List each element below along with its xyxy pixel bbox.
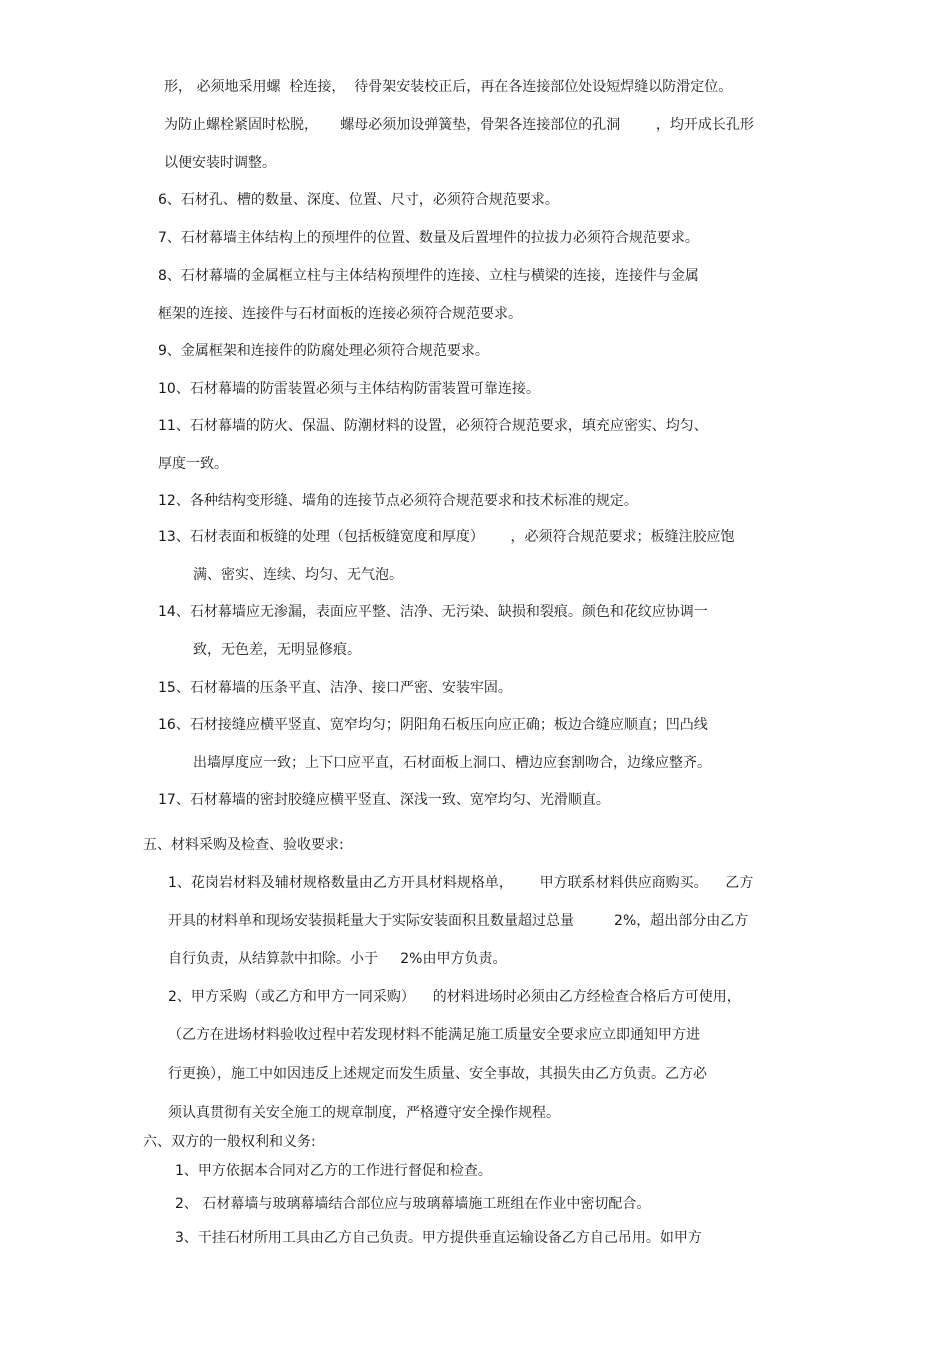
text-line: 为防止螺栓紧固时松脱， 螺母必须加设弹簧垫，骨架各连接部位的孔洞 ，均开成长孔形 <box>164 117 754 133</box>
text-line: 17、石材幕墙的密封胶缝应横平竖直、深浅一致、宽窄均匀、光滑顺直。 <box>158 792 610 808</box>
text-line: 16、石材接缝应横平竖直、宽窄均匀；阴阳角石板压向应正确；板边合缝应顺直；凹凸线 <box>158 717 708 733</box>
text-line: 1、甲方依据本合同对乙方的工作进行督促和检查。 <box>175 1163 492 1179</box>
text-line: 框架的连接、连接件与石材面板的连接必须符合规范要求。 <box>158 306 522 322</box>
text-line: 9、金属框架和连接件的防腐处理必须符合规范要求。 <box>158 343 489 359</box>
text-line: 3、干挂石材所用工具由乙方自己负责。甲方提供垂直运输设备乙方自己吊用。如甲方 <box>175 1230 702 1246</box>
text-line: 13、石材表面和板缝的处理（包括板缝宽度和厚度） ，必须符合规范要求；板缝注胶应饱 <box>158 529 735 545</box>
text-line: 厚度一致。 <box>158 456 228 472</box>
section-heading: 六、双方的一般权利和义务: <box>143 1134 316 1150</box>
text-line: 满、密实、连续、均匀、无气泡。 <box>193 567 403 583</box>
text-line: 致，无色差，无明显修痕。 <box>193 642 361 658</box>
text-line: 10、石材幕墙的防雷装置必须与主体结构防雷装置可靠连接。 <box>158 381 540 397</box>
text-line: 2、甲方采购（或乙方和甲方一同采购） 的材料进场时必须由乙方经检查合格后方可使用， <box>168 989 741 1005</box>
text-line: 2、 石材幕墙与玻璃幕墙结合部位应与玻璃幕墙施工班组在作业中密切配合。 <box>175 1196 651 1212</box>
text-line: 出墙厚度应一致；上下口应平直，石材面板上洞口、槽边应套割吻合，边缘应整齐。 <box>193 755 711 771</box>
text-line: 自行负责，从结算款中扣除。小于 2%由甲方负责。 <box>168 951 507 967</box>
text-line: 7、石材幕墙主体结构上的预埋件的位置、数量及后置埋件的拉拔力必须符合规范要求。 <box>158 230 699 246</box>
text-line: 14、石材幕墙应无渗漏，表面应平整、洁净、无污染、缺损和裂痕。颜色和花纹应协调一 <box>158 604 708 620</box>
text-line: 行更换），施工中如因违反上述规定而发生质量、安全事故，其损失由乙方负责。乙方必 <box>168 1066 707 1082</box>
text-line: 8、石材幕墙的金属框立柱与主体结构预埋件的连接、立柱与横梁的连接，连接件与金属 <box>158 268 699 284</box>
text-line: （乙方在进场材料验收过程中若发现材料不能满足施工质量安全要求应立即通知甲方进 <box>168 1027 700 1043</box>
text-line: 形， 必须地采用螺 栓连接， 待骨架安装校正后，再在各连接部位处设短焊缝以防滑定位。 <box>164 79 733 95</box>
text-line: 15、石材幕墙的压条平直、洁净、接口严密、安装牢固。 <box>158 680 512 696</box>
section-heading: 五、材料采购及检查、验收要求: <box>143 837 344 853</box>
text-line: 1、花岗岩材料及辅材规格数量由乙方开具材料规格单， 甲方联系材料供应商购买。 乙方 <box>168 875 754 891</box>
text-line: 以便安装时调整。 <box>164 155 276 171</box>
text-line: 6、石材孔、槽的数量、深度、位置、尺寸，必须符合规范要求。 <box>158 192 559 208</box>
text-line: 11、石材幕墙的防火、保温、防潮材料的设置，必须符合规范要求，填充应密实、均匀、 <box>158 418 708 434</box>
text-line: 12、各种结构变形缝、墙角的连接节点必须符合规范要求和技术标准的规定。 <box>158 493 638 509</box>
text-line: 须认真贯彻有关安全施工的规章制度，严格遵守安全操作规程。 <box>168 1105 560 1121</box>
text-line: 开具的材料单和现场安装损耗量大于实际安装面积且数量超过总量 2%，超出部分由乙方 <box>168 913 749 929</box>
